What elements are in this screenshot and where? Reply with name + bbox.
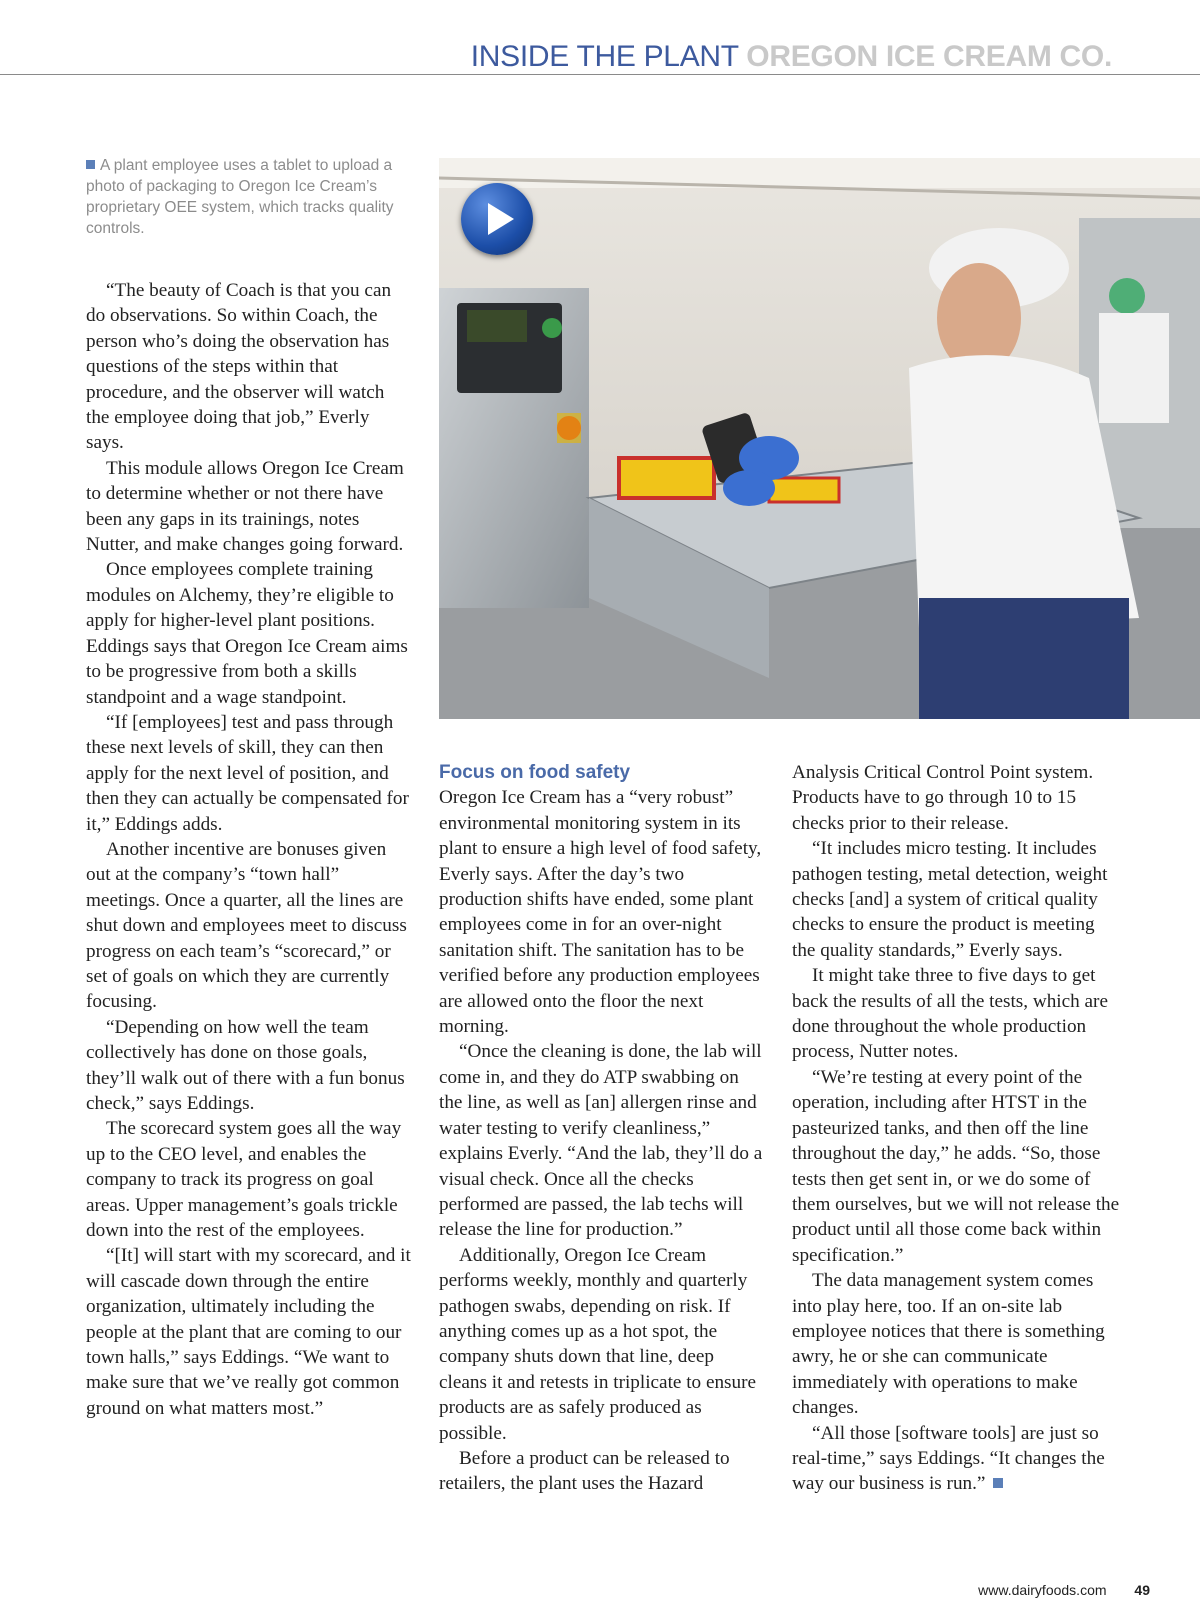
paragraph: It might take three to five days to get back the results of all the tests, which are done throughout the whole production process, Nutter notes. (792, 965, 1108, 1063)
photo-caption (86, 155, 406, 239)
paragraph: “We’re testing at every point of the operation, including after HTST in the pasteurized tanks, and then off the line throughout the day,” he adds. “So, those tests then get sent in, or we do some of them ourselves, but we will not release the product until all those come back within specification.” (792, 1066, 1120, 1266)
paragraph: “[It] will start with my scorecard, and it will cascade down through the entire organization, ultimately including the people at the plant that are coming to our town halls,” says Eddings. “We want to make sure that we’ve really got common ground on what matters most.” (86, 1245, 411, 1419)
page-number: 49 (1134, 1582, 1150, 1598)
paragraph: “Depending on how well the team collectively has done on those goals, they’ll walk out of there with a fun bonus check,” says Eddings. (86, 1016, 405, 1114)
paragraph: “The beauty of Coach is that you can do observations. So within Coach, the person who’s doing the observation has questions of the steps within that procedure, and the observer will watch the employee doing that job,” Everly says. (86, 280, 392, 454)
subhead-food-safety: Focus on food safety (439, 762, 631, 783)
paragraph: This module allows Oregon Ice Cream to determine whether or not there have been any gaps in its trainings, notes Nutter, and make changes going forward. (86, 457, 404, 556)
caption-text: A plant employee uses a tablet to upload a photo of packaging to Oregon Ice Cream’s proprietary OEE system, which tracks quality controls. (86, 157, 394, 237)
article-column-3 (792, 760, 1122, 1497)
paragraph: Analysis Critical Control Point system. Products have to go through 10 to 15 checks prior to their release. (792, 762, 1094, 834)
paragraph: Additionally, Oregon Ice Cream performs weekly, monthly and quarterly pathogen swabs, depending on risk. If anything comes up as a hot spot, the company shuts down that line, deep cleans it and retests in triplicate to ensure products are as safely produced as possible. (439, 1244, 757, 1444)
paragraph: Oregon Ice Cream has a “very robust” environmental monitoring system in its plant to ensure a high level of food safety, Everly says. After the day’s two production shifts have ended, some plant employees come in for an over-night sanitation shift. The sanitation has to be verified before any production employees are allowed onto the floor the next morning. (439, 787, 762, 1038)
article-column-2 (439, 760, 764, 1497)
video-play-button[interactable] (461, 183, 533, 255)
paragraph: Before a product can be released to retailers, the plant uses the Hazard (439, 1447, 730, 1495)
page-header (471, 42, 1112, 72)
paragraph: “It includes micro testing. It includes pathogen testing, metal detection, weight checks [and] a system of critical quality checks to ensure the product is meeting the quality standards,” Everly says. (792, 838, 1108, 961)
final-paragraph-text: “All those [software tools] are just so real-time,” says Eddings. “It changes the way our business is run.” (792, 1422, 1105, 1495)
section-title: INSIDE THE PLANT (470, 40, 739, 73)
paragraph: “If [employees] test and pass through these next levels of skill, they can then apply for the next level of position, and then they can actually be compensated for it,” Eddings adds. (86, 711, 409, 835)
paragraph-final (792, 1421, 1122, 1497)
end-mark-icon (993, 1478, 1003, 1488)
paragraph: Another incentive are bonuses given out at the company’s “town hall” meetings. Once a quarter, all the lines are shut down and employees meet to discuss progress on each team’s “scorecard,” or set of goals on which they are currently focusing. (86, 838, 407, 1013)
plant-photo-illustration (439, 158, 1200, 719)
plant-photo (439, 158, 1200, 719)
paragraph: The data management system comes into play here, too. If an on-site lab employee notices that there is something awry, he or she can communicate immediately with operations to make changes. (792, 1270, 1105, 1419)
paragraph: Once employees complete training modules on Alchemy, they’re eligible to apply for higher-level plant positions. Eddings says that Oregon Ice Cream aims to be progressive from both a skills standpoint and a wage standpoint. (86, 559, 408, 708)
company-title: OREGON ICE CREAM CO. (746, 40, 1112, 73)
footer-url[interactable]: www.dairyfoods.com (978, 1582, 1107, 1598)
header-rule (0, 74, 1200, 75)
paragraph: “Once the cleaning is done, the lab will come in, and they do ATP swabbing on the line, as well as [an] allergen rinse and water testing to verify cleanliness,” explains Everly. “And the lab, they’ll do a visual check. Once all the checks performed are passed, the lab techs will release the line for production.” (439, 1041, 763, 1241)
paragraph: The scorecard system goes all the way up to the CEO level, and enables the company to track its progress on goal areas. Upper management’s goals trickle down into the rest of the employees. (86, 1118, 402, 1242)
caption-bullet-icon (86, 160, 95, 169)
article-column-1 (86, 278, 411, 1421)
page-footer (978, 1582, 1150, 1598)
